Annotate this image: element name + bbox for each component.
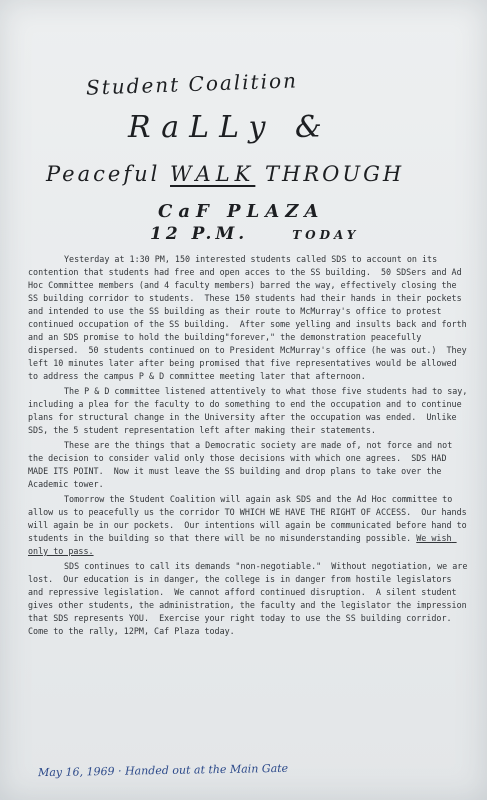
paragraph-3: These are the things that a Democratic society are made of, not force and not the decision to consider valid only those decisions with which one agrees. SDS HAD MADE ITS POINT. Now it must leave the SS building and drop plans to take over the Academic tower. xyxy=(28,440,458,489)
heading-walk-through-pre: Peaceful xyxy=(46,162,171,186)
handwritten-date-note: May 16, 1969 · Handed out at the Main Gate xyxy=(37,761,289,780)
heading-walk-through xyxy=(46,162,404,186)
paragraph-2: The P & D committee listened attentively to what those five students had to say, including a plea for the faculty to do something to end the occupation and to continue plans for structural change in the University after the occupation was ended. Unlike SDS, the 5 student representation left after making their statements. xyxy=(28,386,473,435)
heading-rally: RaLLy & xyxy=(128,110,332,145)
heading-time-value: 12 P.M. xyxy=(150,224,249,244)
paragraph-4 xyxy=(28,493,472,558)
heading-walk-through-post: THROUGH xyxy=(255,162,405,186)
flyer-body xyxy=(28,253,473,640)
heading-time xyxy=(150,224,359,244)
paragraph-1: Yesterday at 1:30 PM, 150 interested students called SDS to account on its contention that students had free and open acces to the SS building. 50 SDSers and Ad Hoc Committee members (and 4 faculty members) barred the way, effectively closing the SS building corridor to students. These 150 students had their hands in their pockets and intended to use the SS building as their route to McMurray's office to protest continued occupation of the SS building. After some yelling and insults back and forth and an SDS promise to hold the building"forever," the demonstration peacefully dispersed. 50 students continued on to President McMurray's office (he was out.) They left 10 minutes later after being promised that five representatives would be allowed to address the campus P & D committee meeting later that afternoon. xyxy=(28,254,472,381)
paragraph-4-text: Tomorrow the Student Coalition will again ask SDS and the Ad Hoc committee to allow us to peacefully us the corridor TO WHICH WE HAVE THE RIGHT OF ACCESS. Our hands will again be in our pockets. Our intentions will again be communicated before hand to students in the building so that there will be no misunderstanding possible. xyxy=(28,494,472,543)
heading-walk-underlined: WALK xyxy=(170,162,256,186)
paragraph-5: SDS continues to call its demands "non-negotiable." Without negotiation, we are lost. Our education is in danger, the college is in danger from hostile legislators and repressive legislation. We cannot afford continued disruption. A silent student gives other students, the administration, the faculty and the legislator the impression that SDS represents YOU. Exercise your right today to use the SS building corridor. Come to the rally, 12PM, Caf Plaza today. xyxy=(28,561,473,636)
paragraph-4-underlined: We wish only to pass. xyxy=(28,533,457,556)
heading-student-coalition: Student Coalition xyxy=(85,68,299,100)
heading-location: CaF PLAZA xyxy=(158,201,325,222)
heading-day: TODAY xyxy=(292,228,360,242)
